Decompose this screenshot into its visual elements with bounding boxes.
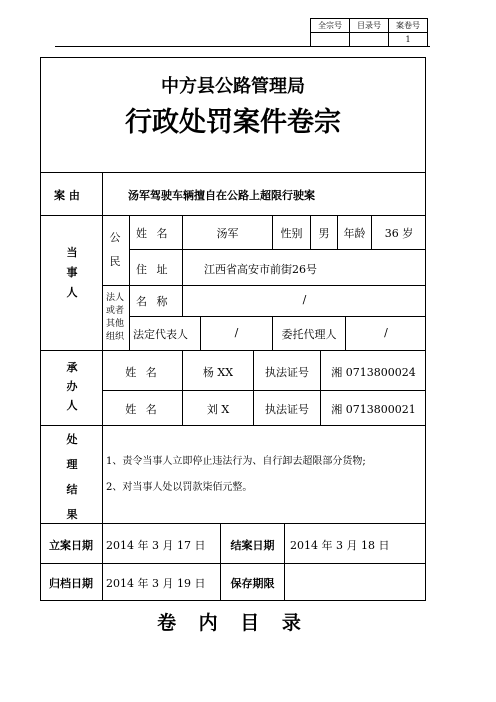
rule (102, 390, 426, 391)
legal-label-line: 组织 (105, 332, 124, 342)
handler-cert-label: 执法证号 (265, 403, 309, 416)
rule (40, 215, 426, 216)
legal-label-line: 或者 (105, 306, 124, 316)
archive-number-box (310, 18, 428, 47)
party-label-char: 人 (66, 286, 78, 299)
document-title: 行政处罚案件卷宗 (125, 107, 341, 138)
handler-cert: 湘 0713800021 (331, 403, 416, 416)
org-name-label: 名 称 (136, 295, 171, 308)
rule (182, 249, 183, 285)
archive-value-volume: 1 (389, 33, 428, 47)
rule (102, 285, 426, 286)
handler-label-char: 人 (66, 399, 78, 412)
citizen-label-char: 公 (109, 231, 121, 244)
rule (40, 425, 426, 426)
case-reason-value: 汤军驾驶车辆擅自在公路上超限行驶案 (128, 189, 315, 202)
party-label-char: 当 (66, 246, 78, 259)
archive-date-label: 归档日期 (49, 577, 93, 590)
handler-label-char: 办 (66, 380, 78, 393)
legal-rep-label: 法定代表人 (133, 328, 188, 341)
result-label-char: 处 (66, 433, 78, 446)
rule (129, 249, 426, 250)
archive-header-volume: 案卷号 (389, 19, 428, 33)
handler-label (58, 358, 86, 415)
gender-value: 男 (318, 227, 330, 240)
rule (102, 172, 103, 601)
address-label: 住 址 (136, 263, 171, 276)
gender-label: 性别 (280, 227, 303, 240)
result-label-char: 理 (66, 458, 78, 471)
handler-label-char: 承 (66, 361, 78, 374)
closing-date-label: 结案日期 (230, 539, 275, 552)
result-label (58, 427, 86, 527)
organization-name: 中方县公路管理局 (161, 76, 305, 97)
result-item: 2、对当事人处以罚款柒佰元整。 (106, 482, 253, 493)
address-value: 江西省高安市前街26号 (204, 263, 317, 276)
agent-value: / (384, 326, 388, 339)
handler-name: 杨 XX (202, 366, 234, 379)
filing-date-label: 立案日期 (49, 539, 93, 552)
archive-header-catalog: 目录号 (350, 19, 389, 33)
result-label-char: 果 (66, 508, 78, 521)
filing-date-value: 2014 年 3 月 17 日 (106, 539, 206, 552)
agent-label: 委托代理人 (281, 328, 337, 341)
toc-title: 卷 内 目 录 (157, 612, 309, 634)
rule (40, 350, 426, 351)
archive-value-catalog (350, 33, 389, 47)
top-rule (55, 46, 430, 47)
rule (40, 563, 426, 564)
result-item: 1、责令当事人立即停止违法行为、自行卸去超限部分货物; (106, 456, 366, 467)
rule (284, 523, 285, 601)
rule (129, 316, 426, 317)
legal-label-line: 其他 (105, 319, 124, 329)
handler-name-label: 姓 名 (125, 403, 160, 416)
party-label-char: 事 (66, 266, 78, 279)
closing-date-value: 2014 年 3 月 18 日 (290, 539, 390, 552)
retention-label: 保存期限 (230, 577, 275, 590)
party-label (58, 243, 86, 303)
org-name-value: / (302, 293, 307, 306)
handler-cert: 湘 0713800024 (331, 366, 416, 379)
name-value: 汤军 (216, 227, 239, 240)
legal-label-line: 法人 (105, 293, 124, 303)
rule (40, 523, 426, 524)
rule (129, 215, 130, 350)
case-reason-label: 案 由 (54, 189, 80, 202)
rule (40, 172, 426, 173)
citizen-label-char: 民 (109, 255, 121, 268)
name-label: 姓 名 (136, 227, 171, 240)
legal-rep-value: / (234, 326, 239, 339)
result-label-char: 结 (66, 483, 78, 496)
age-value: 36 岁 (384, 227, 414, 240)
age-label: 年龄 (343, 227, 366, 240)
archive-header-fonds: 全宗号 (311, 19, 350, 33)
handler-name-label: 姓 名 (125, 366, 160, 379)
archive-date-value: 2014 年 3 月 19 日 (106, 577, 206, 590)
legal-entity-label (104, 292, 126, 344)
archive-value-fonds (311, 33, 350, 47)
handler-cert-label: 执法证号 (265, 366, 309, 379)
citizen-label (104, 226, 126, 274)
handler-name: 刘 X (206, 403, 230, 416)
